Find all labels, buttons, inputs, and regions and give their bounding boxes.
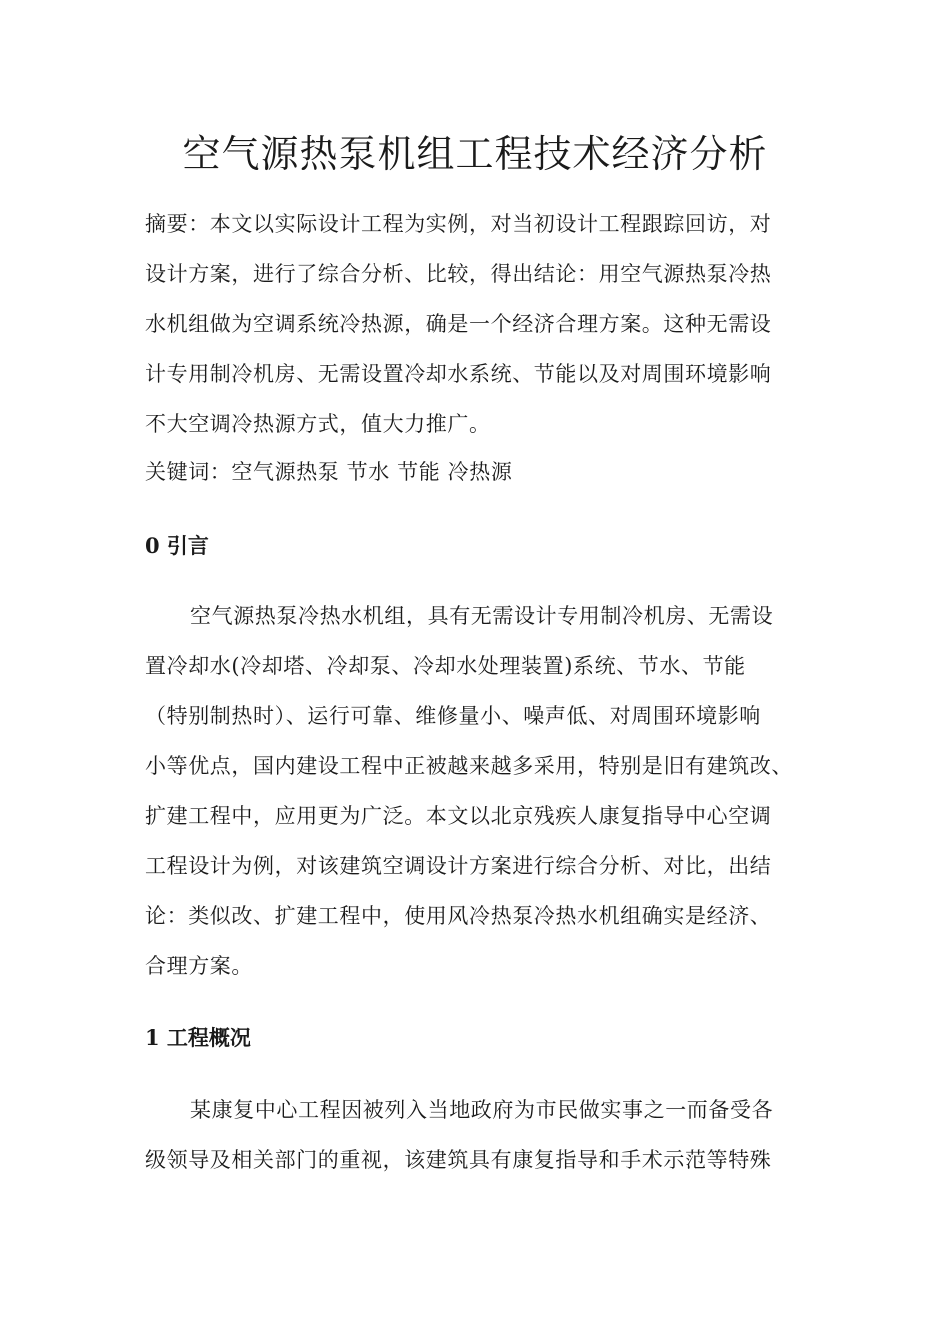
paragraph-line: 工程设计为例，对该建筑空调设计方案进行综合分析、对比，出结 (145, 854, 772, 878)
abstract-line: 摘要：本文以实际设计工程为实例，对当初设计工程跟踪回访，对 (145, 212, 772, 236)
abstract-line: 计专用制冷机房、无需设置冷却水系统、节能以及对周围环境影响 (145, 362, 772, 386)
paragraph-line: 小等优点，国内建设工程中正被越来越多采用，特别是旧有建筑改、 (145, 754, 793, 778)
abstract-line: 水机组做为空调系统冷热源，确是一个经济合理方案。这种无需设 (145, 312, 772, 336)
document-title: 空气源热泵机组工程技术经济分析 (182, 132, 768, 176)
paragraph-line: 扩建工程中，应用更为广泛。本文以北京残疾人康复指导中心空调 (145, 804, 772, 828)
keywords: 关键词：空气源热泵 节水 节能 冷热源 (145, 460, 513, 484)
abstract-line: 设计方案，进行了综合分析、比较，得出结论：用空气源热泵冷热 (145, 262, 772, 286)
paragraph-line: 空气源热泵冷热水机组，具有无需设计专用制冷机房、无需设 (190, 604, 774, 628)
paragraph-line: （特别制热时）、运行可靠、维修量小、噪声低、对周围环境影响 (145, 704, 761, 728)
paragraph-line: 置冷却水(冷却塔、冷却泵、冷却水处理装置)系统、节水、节能 (145, 654, 746, 678)
paragraph-line: 某康复中心工程因被列入当地政府为市民做实事之一而备受各 (190, 1098, 774, 1122)
paragraph-line: 论：类似改、扩建工程中，使用风冷热泵冷热水机组确实是经济、 (145, 904, 772, 928)
section-0-heading: 0 引言 (145, 533, 209, 558)
abstract-line: 不大空调冷热源方式，值大力推广。 (145, 412, 491, 436)
paragraph-line: 合理方案。 (145, 954, 253, 978)
section-1-heading: 1 工程概况 (145, 1025, 251, 1050)
paragraph-line: 级领导及相关部门的重视，该建筑具有康复指导和手术示范等特殊 (145, 1148, 772, 1172)
